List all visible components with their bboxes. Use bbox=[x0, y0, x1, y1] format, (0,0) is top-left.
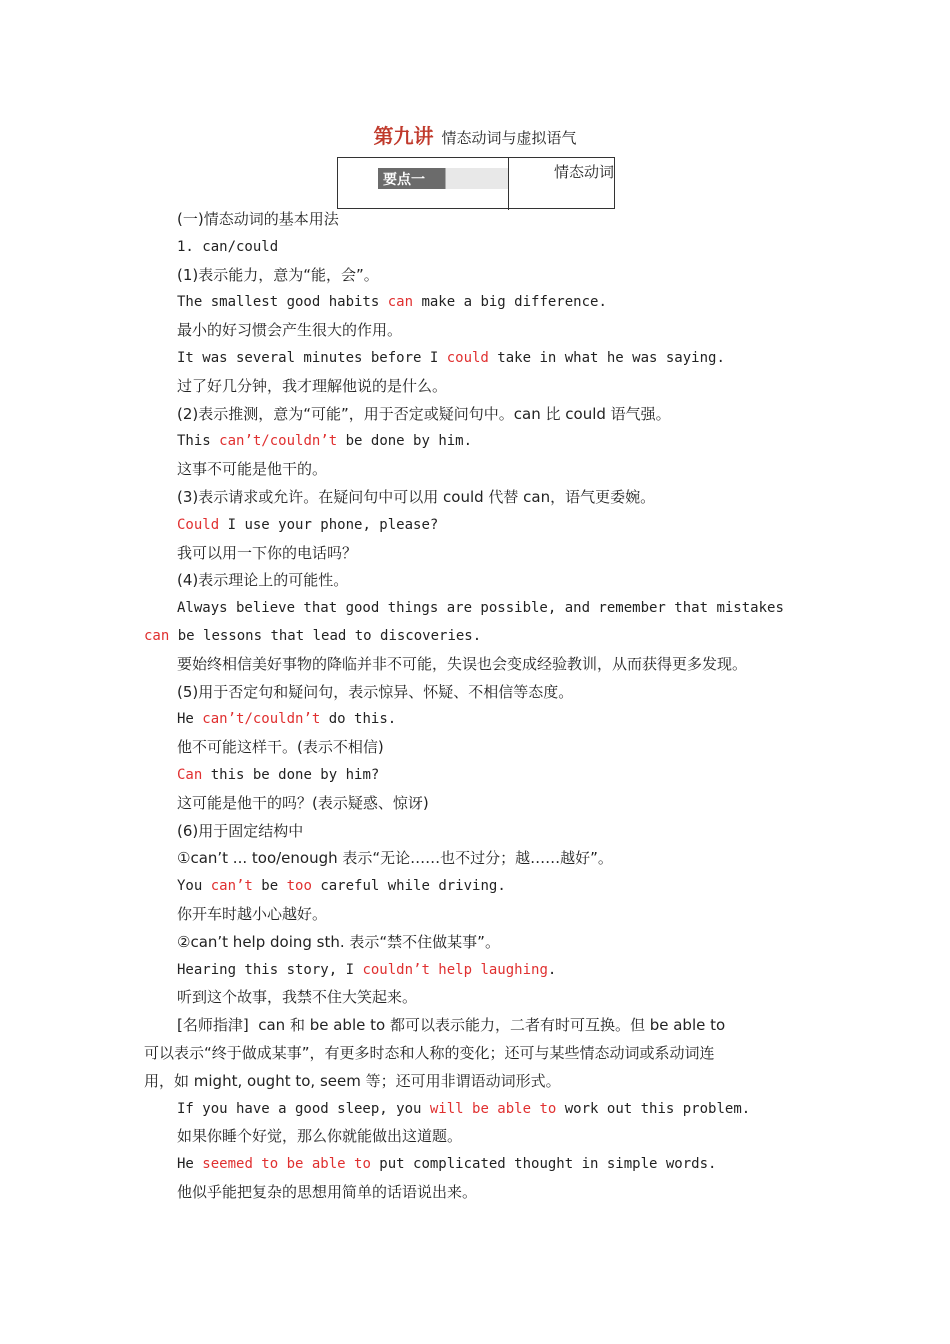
text-segment: If you have a good sleep, you bbox=[177, 1100, 430, 1117]
english-line bbox=[144, 873, 806, 901]
highlighted-text: couldn’t help laughing bbox=[362, 961, 548, 978]
text-segment: 可以表示“终于做成某事”，有更多时态和人称的变化；还可与某些情态动词或系动词连 bbox=[144, 1043, 715, 1062]
text-segment: careful while driving. bbox=[311, 878, 506, 895]
text-segment: He bbox=[177, 711, 203, 728]
text-segment: 这可能是他干的吗？(表示疑惑、惊讶) bbox=[177, 793, 429, 812]
text-segment: Always believe that good things are possible, and remember that mistakes bbox=[177, 600, 784, 617]
highlighted-text: can’t/couldn’t bbox=[219, 433, 338, 450]
chinese-line bbox=[144, 1012, 806, 1040]
key-point-topic: 情态动词 bbox=[554, 163, 615, 181]
lesson-title: 情态动词与虚拟语气 bbox=[441, 129, 577, 147]
english-line bbox=[144, 512, 806, 540]
text-segment: 我可以用一下你的电话吗？ bbox=[177, 543, 358, 562]
chinese-line bbox=[144, 373, 806, 401]
text-segment: take in what he was saying. bbox=[488, 349, 725, 366]
chinese-line bbox=[144, 401, 806, 429]
english-line bbox=[144, 1096, 806, 1124]
english-line bbox=[144, 345, 806, 373]
chinese-line bbox=[144, 679, 806, 707]
english-line bbox=[144, 1151, 806, 1179]
highlighted-text: seemed to be able to bbox=[202, 1156, 371, 1173]
text-segment: Hearing this story, I bbox=[177, 961, 363, 978]
key-point-badge bbox=[378, 168, 508, 189]
text-segment: be bbox=[252, 878, 287, 895]
highlighted-text: can bbox=[144, 627, 170, 644]
highlighted-text: can’t bbox=[210, 878, 253, 895]
text-segment: You bbox=[177, 878, 211, 895]
chinese-line bbox=[144, 984, 806, 1012]
text-segment: (6)用于固定结构中 bbox=[177, 821, 304, 840]
chinese-line bbox=[144, 262, 806, 290]
text-segment: It was several minutes before I bbox=[177, 349, 447, 366]
text-segment: [名师指津] can 和 be able to 都可以表示能力，二者有时可互换。但 be able to bbox=[177, 1016, 726, 1035]
text-segment: make a big difference. bbox=[413, 294, 607, 311]
lesson-number: 第九讲 bbox=[373, 124, 434, 148]
text-segment: this be done by him? bbox=[202, 766, 380, 783]
text-segment: ①can’t ... too/enough 表示“无论……也不过分；越……越好”。 bbox=[177, 849, 613, 868]
chinese-line bbox=[144, 456, 806, 484]
text-segment: work out this problem. bbox=[556, 1100, 751, 1117]
chinese-line bbox=[144, 484, 806, 512]
text-segment: (4)表示理论上的可能性。 bbox=[177, 571, 349, 590]
english-line bbox=[144, 289, 806, 317]
chinese-line bbox=[144, 540, 806, 568]
english-line bbox=[144, 957, 806, 985]
text-segment: 最小的好习惯会产生很大的作用。 bbox=[177, 321, 403, 340]
key-point-box bbox=[337, 157, 615, 209]
chinese-line bbox=[144, 790, 806, 818]
highlighted-text: Can bbox=[177, 766, 203, 783]
key-point-badge-label: 要点一 bbox=[383, 172, 425, 188]
text-segment: . bbox=[547, 961, 557, 978]
english-line bbox=[144, 762, 806, 790]
text-segment: (1)表示能力，意为“能，会”。 bbox=[177, 265, 379, 284]
text-segment: This bbox=[177, 433, 220, 450]
chinese-line bbox=[144, 845, 806, 873]
text-segment: (3)表示请求或允许。在疑问句中可以用 could 代替 can，语气更委婉。 bbox=[177, 487, 656, 506]
text-segment: The smallest good habits bbox=[177, 294, 388, 311]
english-line bbox=[144, 234, 806, 262]
text-segment: put complicated thought in simple words. bbox=[370, 1156, 717, 1173]
text-segment: 你开车时越小心越好。 bbox=[177, 904, 328, 923]
chinese-line bbox=[144, 651, 806, 679]
text-segment: 过了好几分钟，我才理解他说的是什么。 bbox=[177, 376, 448, 395]
text-segment: (一)情态动词的基本用法 bbox=[177, 210, 339, 228]
text-segment: (5)用于否定句和疑问句，表示惊异、怀疑、不相信等态度。 bbox=[177, 682, 574, 701]
chinese-line bbox=[144, 1040, 806, 1068]
highlighted-text: can bbox=[387, 294, 414, 311]
text-segment: 听到这个故事，我禁不住大笑起来。 bbox=[177, 988, 418, 1007]
chinese-line bbox=[144, 1123, 806, 1151]
highlighted-text: Could bbox=[177, 516, 220, 533]
english-line bbox=[144, 623, 806, 651]
text-segment: do this. bbox=[320, 711, 397, 728]
text-segment: He bbox=[177, 1156, 203, 1173]
key-point-divider bbox=[508, 158, 509, 210]
english-line bbox=[144, 428, 806, 456]
text-segment: ②can’t help doing sth. 表示“禁不住做某事”。 bbox=[177, 932, 500, 951]
chinese-line bbox=[144, 734, 806, 762]
text-segment: 1. can/could bbox=[177, 238, 279, 255]
chinese-line bbox=[144, 317, 806, 345]
text-segment: 他不可能这样干。(表示不相信) bbox=[177, 738, 384, 757]
text-segment: 要始终相信美好事物的降临并非不可能，失误也会变成经验教训，从而获得更多发现。 bbox=[177, 654, 748, 673]
english-line bbox=[144, 595, 806, 623]
lesson-heading bbox=[0, 120, 950, 149]
text-segment: be lessons that lead to discoveries. bbox=[169, 627, 482, 644]
chinese-line bbox=[144, 929, 806, 957]
highlighted-text: can’t/couldn’t bbox=[202, 711, 321, 728]
chinese-line bbox=[144, 1068, 806, 1096]
chinese-line bbox=[144, 901, 806, 929]
text-segment: I use your phone, please? bbox=[219, 516, 439, 533]
text-segment: 如果你睡个好觉，那么你就能做出这道题。 bbox=[177, 1127, 463, 1146]
chinese-line bbox=[144, 567, 806, 595]
text-segment: 他似乎能把复杂的思想用简单的话语说出来。 bbox=[177, 1182, 478, 1201]
text-segment: 这事不可能是他干的。 bbox=[177, 460, 328, 479]
chinese-line bbox=[144, 206, 806, 234]
chinese-line bbox=[144, 818, 806, 846]
chinese-line bbox=[144, 1179, 806, 1207]
text-segment: 用，如 might, ought to, seem 等；还可用非谓语动词形式。 bbox=[144, 1071, 561, 1090]
english-line bbox=[144, 706, 806, 734]
text-segment: be done by him. bbox=[337, 433, 473, 450]
highlighted-text: will be able to bbox=[429, 1100, 557, 1117]
document-body bbox=[144, 206, 806, 1207]
text-segment: (2)表示推测，意为“可能”，用于否定或疑问句中。can 比 could 语气强。 bbox=[177, 404, 671, 423]
highlighted-text: could bbox=[446, 349, 489, 366]
highlighted-text: too bbox=[286, 878, 312, 895]
